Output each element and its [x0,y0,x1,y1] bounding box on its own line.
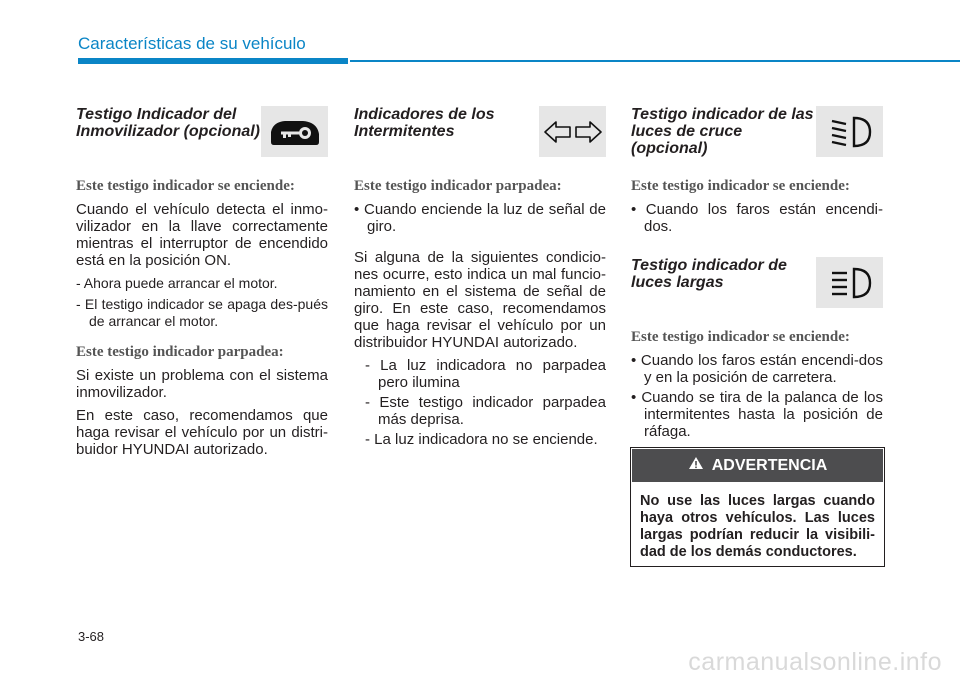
warning-triangle-icon [688,456,704,475]
column-turn-signals [354,106,606,451]
turn-signal-title: Indicadores de los Intermitentes [354,106,495,140]
turn-signal-bullet-1: • Cuando enciende la luz de señal de giro. [354,201,606,235]
warning-header [632,449,883,482]
column-immobilizer [76,106,328,464]
low-beam-icon [816,106,883,157]
immobilizer-on-subhead: Este testigo indicador se enciende: [76,178,295,194]
immobilizer-title: Testigo Indicador del Inmovilizador (opcional) [76,106,261,140]
immobilizer-blink-text: Si existe un problema con el sistema inmovilizador. [76,367,328,401]
low-beam-header [631,106,883,158]
high-beam-on-subhead: Este testigo indicador se enciende: [631,329,850,345]
turn-signal-dash-2: - Este testigo indicador parpadea más deprisa. [365,394,606,428]
warning-box [630,447,885,567]
low-beam-on-subhead: Este testigo indicador se enciende: [631,178,850,194]
high-beam-title: Testigo indicador de luces largas [631,257,787,291]
turn-signal-malfunction-text: Si alguna de la siguientes condicio-nes ocurre, esto indica un mal funcio-namiento en el sistema de señal de giro. En este caso, recomendamos que haga revisar el vehículo por un distribuidor HYUNDAI autorizado. [354,249,606,351]
turn-signal-blink-subhead: Este testigo indicador parpadea: [354,178,562,194]
immobilizer-blink-subhead: Este testigo indicador parpadea: [76,344,284,360]
high-beam-icon [816,257,883,308]
turn-signal-arrows-icon [539,106,606,157]
section-title: Características de su vehículo [78,34,306,53]
immobilizer-key-car-icon [261,106,328,157]
header-rule-thick [78,58,348,64]
high-beam-header [631,257,883,309]
immobilizer-header [76,106,328,158]
column-headlights [631,106,883,443]
page-number: 3-68 [78,629,105,644]
turn-signal-header [354,106,606,158]
turn-signal-dash-3: - La luz indicadora no se enciende. [365,431,598,448]
warning-text: No use las luces largas cuando haya otros vehículos. Las luces largas podrían reducir la visibili-dad de los demás conductores. [640,493,875,560]
watermark: carmanualsonline.info [688,648,942,676]
turn-signal-dash-1: - La luz indicadora no parpadea pero ilumina [365,357,606,391]
warning-label: ADVERTENCIA [711,456,828,474]
header-rule-thin [350,60,960,62]
immobilizer-advice-text: En este caso, recomendamos que haga revisar el vehículo por un distri-buidor HYUNDAI autorizado. [76,407,328,458]
immobilizer-dash-1: - Ahora puede arrancar el motor. [76,275,278,291]
immobilizer-on-text: Cuando el vehículo detecta el inmo-vilizador en la llave correctamente mientras el interruptor de encendido está en la posición ON. [76,201,328,269]
immobilizer-dash-2: - El testigo indicador se apaga des-pués de arrancar el motor. [76,296,328,329]
low-beam-title: Testigo indicador de las luces de cruce (opcional) [631,106,814,157]
high-beam-bullet-1: • Cuando los faros están encendi-dos y en la posición de carretera. [631,352,883,386]
high-beam-bullet-2: • Cuando se tira de la palanca de los intermitentes hasta la posición de ráfaga. [631,389,883,440]
low-beam-bullet-1: • Cuando los faros están encendi-dos. [631,201,883,235]
